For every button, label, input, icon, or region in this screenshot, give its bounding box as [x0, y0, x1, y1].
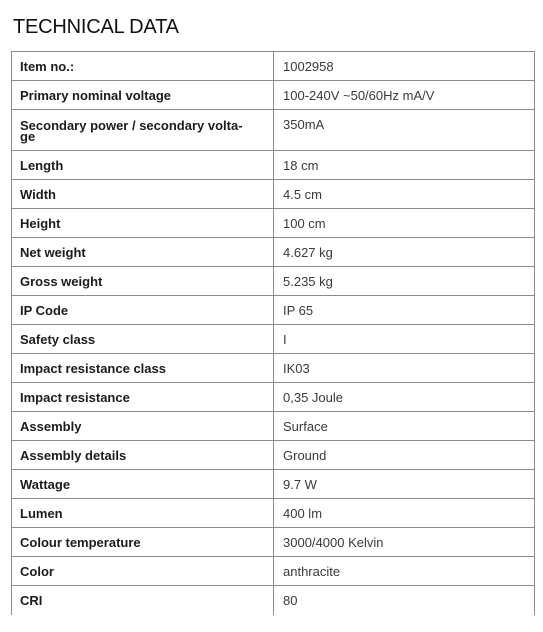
table-row [12, 499, 535, 528]
table-row [12, 470, 535, 499]
page-title: TECHNICAL DATA [13, 16, 179, 38]
row-value: IK03 [274, 354, 535, 383]
row-value: 5.235 kg [274, 267, 535, 296]
row-value: 3000/4000 Kelvin [274, 528, 535, 557]
row-label: Gross weight [12, 267, 274, 296]
row-label: Impact resistance [12, 383, 274, 412]
row-label: Height [12, 209, 274, 238]
table-row [12, 180, 535, 209]
row-label: Primary nominal voltage [12, 81, 274, 110]
table-row [12, 81, 535, 110]
row-value: 9.7 W [274, 470, 535, 499]
row-label: Item no.: [12, 52, 274, 81]
row-label: Wattage [12, 470, 274, 499]
row-value: Ground [274, 441, 535, 470]
row-value: 4.627 kg [274, 238, 535, 267]
row-label: Assembly details [12, 441, 274, 470]
row-value: Surface [274, 412, 535, 441]
technical-data-table [11, 51, 535, 615]
row-label: Safety class [12, 325, 274, 354]
table-row [12, 151, 535, 180]
table-row [12, 586, 535, 615]
table-row [12, 528, 535, 557]
table-row [12, 238, 535, 267]
row-label: Colour temperature [12, 528, 274, 557]
row-value: 100 cm [274, 209, 535, 238]
row-label: CRI [12, 586, 274, 615]
table-row [12, 557, 535, 586]
row-value: 100-240V ~50/60Hz mA/V [274, 81, 535, 110]
row-value: 1002958 [274, 52, 535, 81]
row-label: Color [12, 557, 274, 586]
row-label [12, 110, 274, 151]
row-value: I [274, 325, 535, 354]
row-value: 350mA [274, 110, 535, 151]
row-label: Lumen [12, 499, 274, 528]
row-label: Width [12, 180, 274, 209]
table-row [12, 383, 535, 412]
table-row [12, 441, 535, 470]
table-row [12, 296, 535, 325]
row-value: 80 [274, 586, 535, 615]
row-label: IP Code [12, 296, 274, 325]
row-label: Assembly [12, 412, 274, 441]
row-label-line-2: ge [20, 128, 36, 144]
table-row [12, 325, 535, 354]
row-value: 18 cm [274, 151, 535, 180]
row-label-line-1: Secondary power / secondary volta- [20, 117, 243, 133]
row-value: 400 lm [274, 499, 535, 528]
row-label: Net weight [12, 238, 274, 267]
table-row [12, 209, 535, 238]
table-row [12, 354, 535, 383]
table-row [12, 267, 535, 296]
table-row [12, 52, 535, 81]
row-value: 4.5 cm [274, 180, 535, 209]
row-value: anthracite [274, 557, 535, 586]
table-row [12, 412, 535, 441]
table-row [12, 110, 535, 151]
row-value: IP 65 [274, 296, 535, 325]
row-label: Impact resistance class [12, 354, 274, 383]
row-value: 0,35 Joule [274, 383, 535, 412]
row-label: Length [12, 151, 274, 180]
